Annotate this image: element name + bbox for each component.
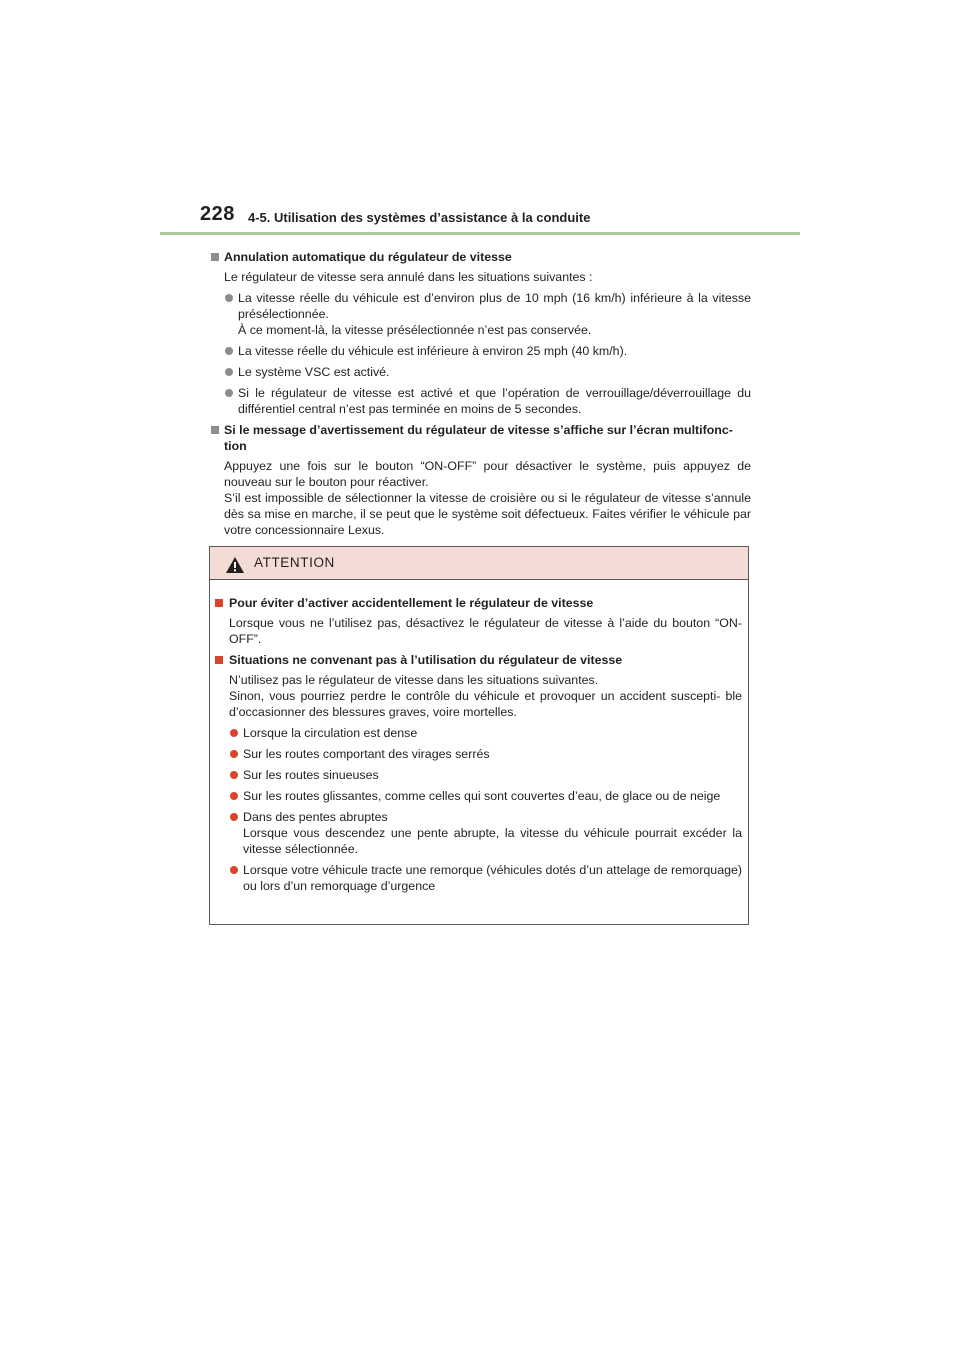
paragraph: Appuyez une fois sur le bouton “ON-OFF” pour désactiver le système, puis appuyez de nouveau sur le bouton pour réactiver. S’il est impossible de sélectionner la vitesse de croisière ou si le régulateur de vitesse s’annule dès sa mise en marche, il se peut que le système soit défectueux. Faites vérifier le véhicule par votre concessionnaire Lexus.: [224, 459, 751, 537]
warning-title: ATTENTION: [254, 555, 335, 570]
section-heading: Si le message d’avertissement du régulateur de vitesse s’affiche sur l’écran multifonc- tion: [211, 422, 751, 454]
section-heading: Annulation automatique du régulateur de vitesse: [211, 249, 751, 265]
list-item: Sur les routes glissantes, comme celles qui sont couvertes d’eau, de glace ou de neige: [215, 788, 742, 804]
warning-box: [209, 546, 749, 925]
list-item: La vitesse réelle du véhicule est d’environ plus de 10 mph (16 km/h) inférieure à la vitesse présélectionnée. À ce moment-là, la vitesse présélectionnée n’est pas conservée.: [211, 290, 751, 338]
circle-bullet-icon: [225, 368, 233, 376]
list-item: Le système VSC est activé.: [211, 364, 751, 380]
square-bullet-icon: [215, 656, 223, 664]
warning-header: [210, 547, 748, 580]
list-item: Si le régulateur de vitesse est activé et que l’opération de verrouillage/déverrouillage du différentiel central n’est pas terminée en moins de 5 secondes.: [211, 385, 751, 417]
warning-body: [210, 580, 748, 894]
square-bullet-icon: [215, 599, 223, 607]
circle-bullet-icon: [230, 729, 238, 737]
circle-bullet-icon: [230, 866, 238, 874]
warning-triangle-icon: [225, 556, 245, 574]
square-bullet-icon: [211, 253, 219, 261]
paragraph: Lorsque vous ne l’utilisez pas, désactivez le régulateur de vitesse à l’aide du bouton “ON-OFF”.: [229, 616, 742, 646]
list-item: Dans des pentes abruptes Lorsque vous descendez une pente abrupte, la vitesse du véhicule pourrait excéder la vitesse sélectionnée.: [215, 809, 742, 857]
circle-bullet-icon: [230, 792, 238, 800]
paragraph: N’utilisez pas le régulateur de vitesse dans les situations suivantes. Sinon, vous pourriez perdre le contrôle du véhicule et provoquer un accident suscepti- ble d’occasionner des blessures graves, voire mortelles.: [229, 673, 742, 719]
circle-bullet-icon: [230, 750, 238, 758]
list-item: Sur les routes comportant des virages serrés: [215, 746, 742, 762]
warning-subheading: Situations ne convenant pas à l’utilisation du régulateur de vitesse: [215, 652, 742, 668]
circle-bullet-icon: [225, 294, 233, 302]
main-content: [211, 244, 751, 538]
circle-bullet-icon: [230, 771, 238, 779]
page-header: [160, 200, 800, 236]
list-item: La vitesse réelle du véhicule est inférieure à environ 25 mph (40 km/h).: [211, 343, 751, 359]
list-item: Lorsque votre véhicule tracte une remorque (véhicules dotés d’un attelage de remorquage) ou lors d’un remorquage d’urgence: [215, 862, 742, 894]
circle-bullet-icon: [225, 389, 233, 397]
circle-bullet-icon: [225, 347, 233, 355]
page-number: 228: [200, 203, 235, 225]
circle-bullet-icon: [230, 813, 238, 821]
header-divider: [160, 232, 800, 235]
section-title: 4-5. Utilisation des systèmes d’assistance à la conduite: [248, 210, 591, 225]
list-item: Lorsque la circulation est dense: [215, 725, 742, 741]
list-item: Sur les routes sinueuses: [215, 767, 742, 783]
warning-subheading: Pour éviter d’activer accidentellement le régulateur de vitesse: [215, 595, 742, 611]
paragraph: Le régulateur de vitesse sera annulé dans les situations suivantes :: [224, 270, 593, 284]
square-bullet-icon: [211, 426, 219, 434]
